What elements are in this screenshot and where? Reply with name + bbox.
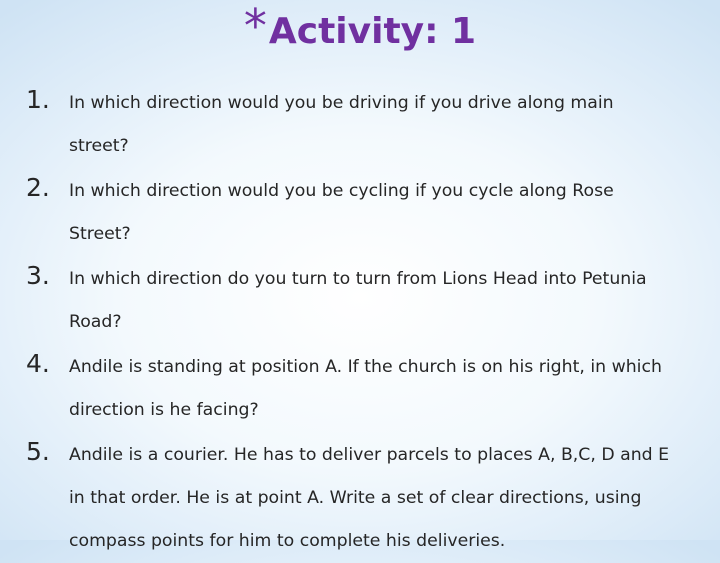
- question-number: 2.: [26, 173, 50, 202]
- question-line: In which direction would you be driving if you drive along main: [69, 93, 614, 113]
- question-text: [69, 82, 709, 168]
- question-text: [69, 258, 709, 344]
- slide-title: [0, 0, 720, 58]
- question-line: Andile is standing at position A. If the church is on his right, in which: [69, 357, 662, 377]
- question-number: 1.: [26, 85, 50, 114]
- question-number: 5.: [26, 437, 50, 466]
- question-number: 4.: [26, 349, 50, 378]
- question-line: in that order. He is at point A. Write a set of clear directions, using: [69, 488, 642, 508]
- question-line: In which direction would you be cycling if you cycle along Rose: [69, 181, 614, 201]
- question-line: compass points for him to complete his deliveries.: [69, 531, 506, 551]
- question-text: [69, 170, 709, 256]
- question-line: Andile is a courier. He has to deliver parcels to places A, B,C, D and E: [69, 445, 670, 465]
- question-number: 3.: [26, 261, 50, 290]
- question-line: direction is he facing?: [69, 400, 259, 420]
- question-line: In which direction do you turn to turn from Lions Head into Petunia: [69, 269, 647, 289]
- question-line: street?: [69, 136, 129, 156]
- question-line: Street?: [69, 224, 131, 244]
- question-text: [69, 346, 709, 432]
- title-text: Activity: 1: [268, 11, 477, 52]
- question-line: Road?: [69, 312, 122, 332]
- question-text: [69, 434, 709, 563]
- title-bullet: *: [243, 0, 267, 53]
